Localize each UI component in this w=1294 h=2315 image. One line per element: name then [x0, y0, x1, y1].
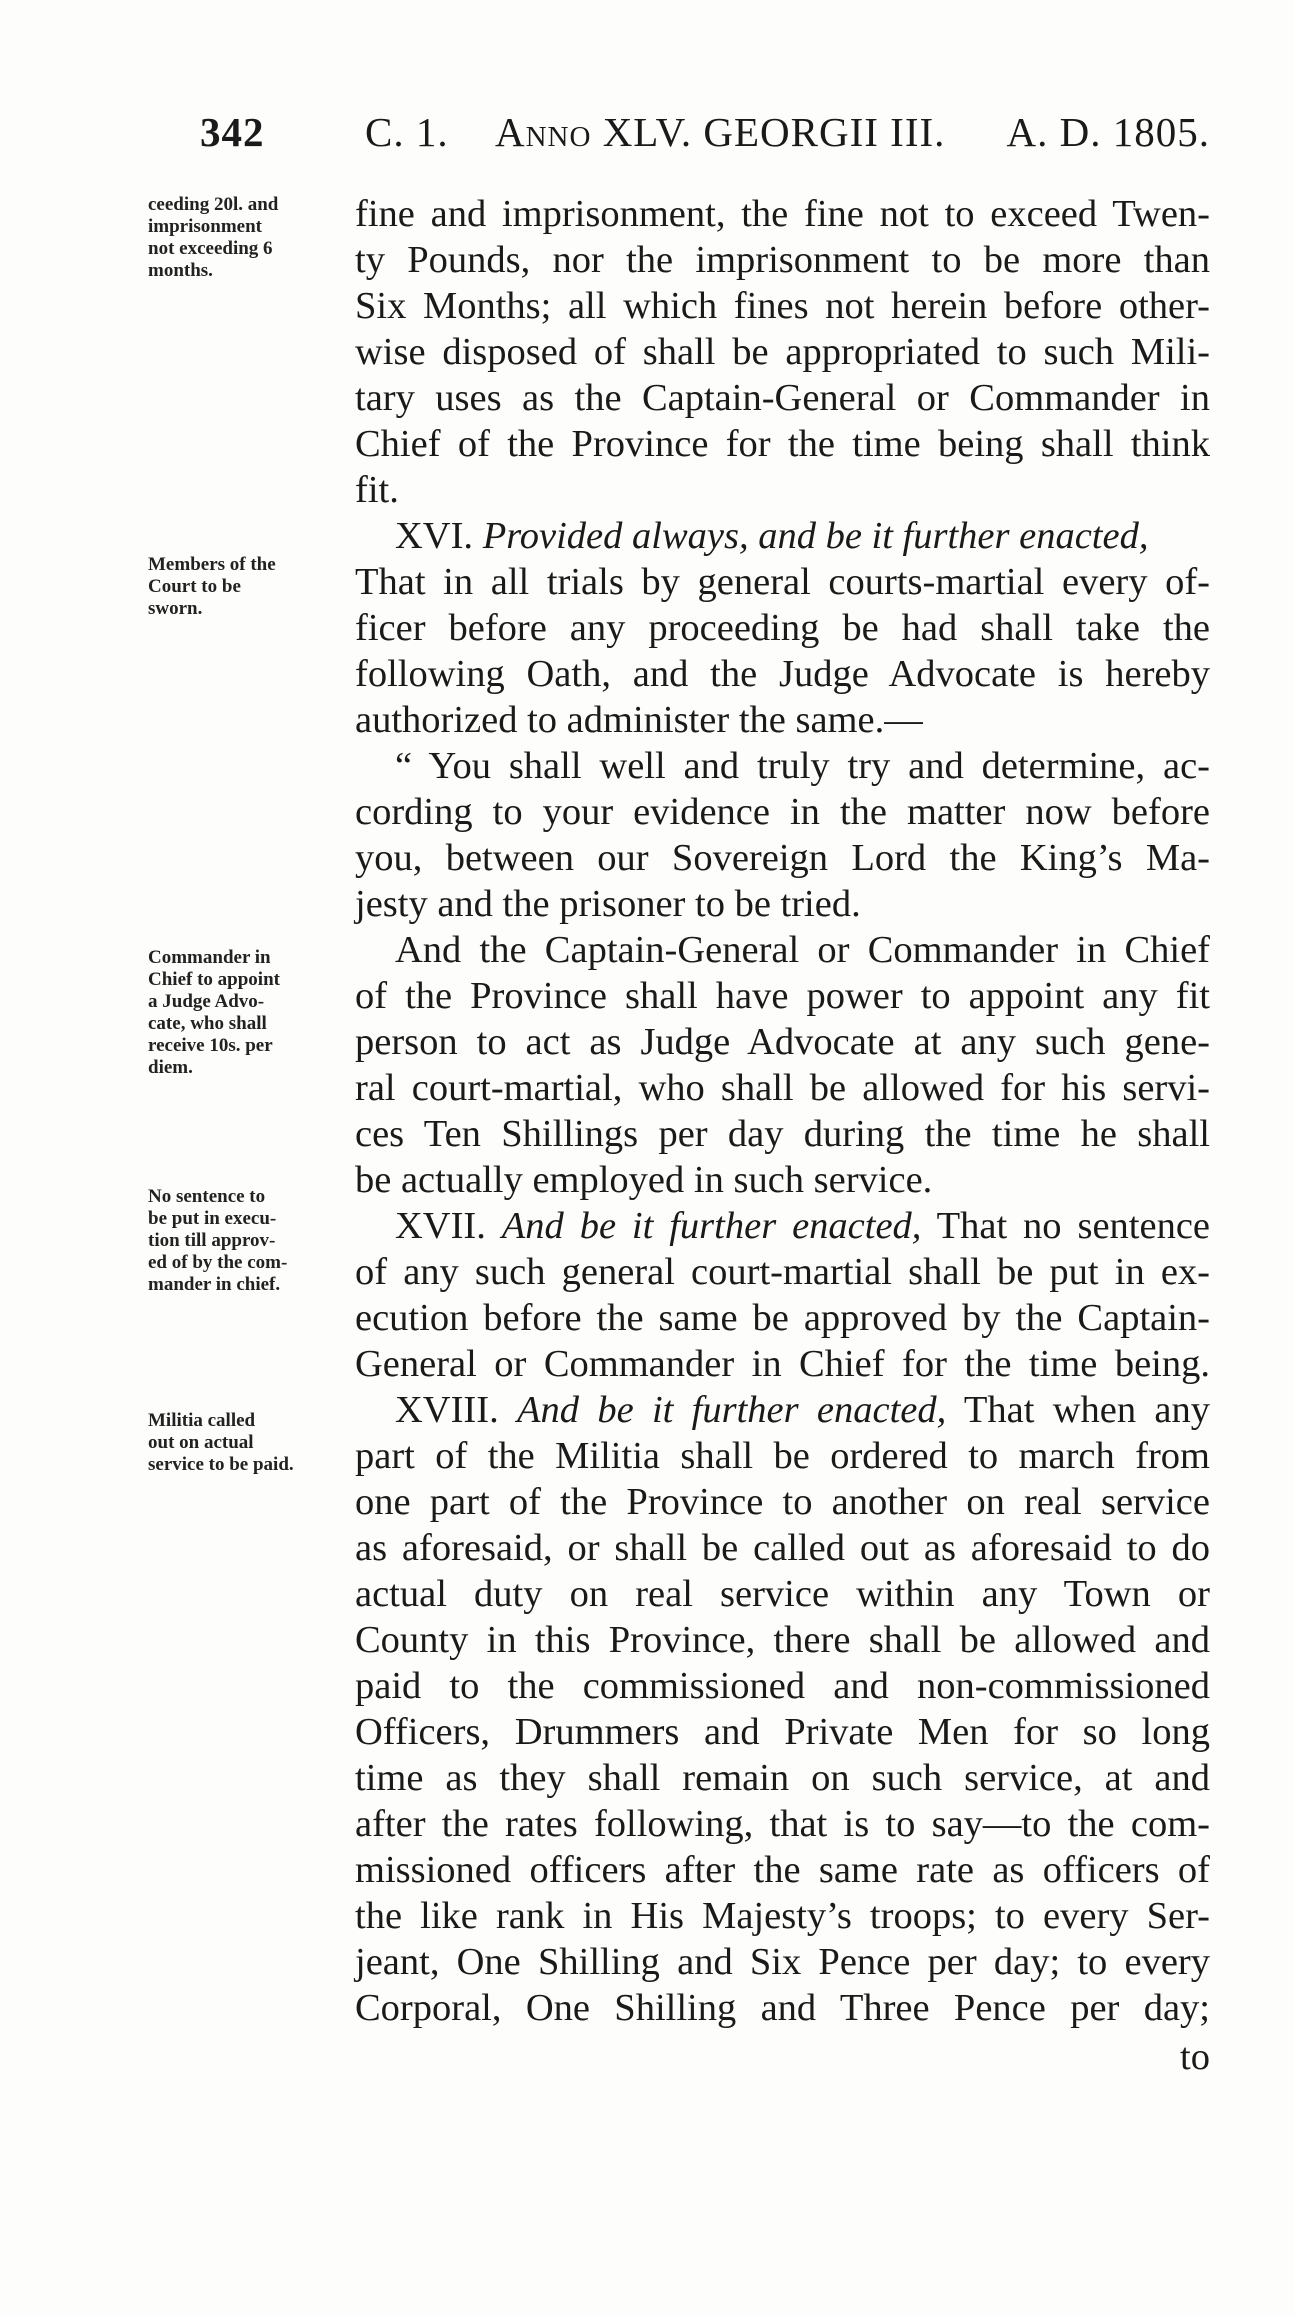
- section-text: That no sentence: [936, 1205, 1210, 1247]
- margin-note-members-sworn: Members of the Court to be sworn.: [148, 554, 276, 619]
- section-heading-xvi: [395, 513, 1210, 559]
- text-line: County in this Province, there shall be allowed and: [355, 1619, 1210, 1661]
- calendar-year: A. D. 1805.: [1006, 109, 1210, 155]
- text-line: of the Province shall have power to appoint any fit: [355, 975, 1210, 1017]
- text-line: actual duty on real service within any Town or: [355, 1573, 1210, 1615]
- text-line: person to act as Judge Advocate at any such gene-: [355, 1021, 1210, 1063]
- section-number: XVIII.: [395, 1389, 499, 1431]
- text-line: ral court-martial, who shall be allowed for his servi-: [355, 1067, 1210, 1109]
- text-line: And the Captain-General or Commander in Chief: [395, 929, 1210, 971]
- text-line: authorized to administer the same.—: [355, 699, 923, 741]
- text-line: missioned officers after the same rate as officers of: [355, 1849, 1210, 1891]
- margin-note-sentence: No sentence to be put in execu- tion till approv- ed of by the com- mander in chief.: [148, 1186, 288, 1295]
- text-line: jeant, One Shilling and Six Pence per day; to every: [355, 1941, 1210, 1983]
- text-line: after the rates following, that is to say—to the com-: [355, 1803, 1210, 1845]
- text-line: That in all trials by general courts-martial every of-: [355, 561, 1210, 603]
- enacting-clause: Provided always, and be it further enacted,: [482, 515, 1149, 557]
- regnal-year: Anno XLV. GEORGII III.: [495, 109, 946, 155]
- text-line: of any such general court-martial shall be put in ex-: [355, 1251, 1210, 1293]
- text-line: Six Months; all which fines not herein before other-: [355, 285, 1210, 327]
- enacting-clause: And be it further enacted,: [501, 1205, 922, 1247]
- oath-line: cording to your evidence in the matter now before: [355, 791, 1210, 833]
- section-number: XVI.: [395, 515, 474, 557]
- text-line: General or Commander in Chief for the time being.: [355, 1343, 1210, 1385]
- section-heading-xvii: [395, 1203, 1210, 1249]
- text-line: fine and imprisonment, the fine not to exceed Twen-: [355, 193, 1210, 235]
- text-line: ficer before any proceeding be had shall take the: [355, 607, 1210, 649]
- text-line: Corporal, One Shilling and Three Pence per day;: [355, 1987, 1210, 2029]
- enacting-clause: And be it further enacted,: [517, 1389, 947, 1431]
- running-header: [200, 108, 1210, 168]
- text-line: ty Pounds, nor the imprisonment to be more than: [355, 239, 1210, 281]
- margin-note-militia-paid: Militia called out on actual service to be paid.: [148, 1410, 294, 1475]
- text-line: ecution before the same be approved by the Captain-: [355, 1297, 1210, 1339]
- section-text: That when any: [963, 1389, 1210, 1431]
- text-line: Chief of the Province for the time being shall think: [355, 423, 1210, 465]
- page-number: 342: [200, 109, 265, 155]
- text-line: Officers, Drummers and Private Men for so long: [355, 1711, 1210, 1753]
- margin-note-fine: ceeding 20l. and imprisonment not exceeding 6 months.: [148, 194, 279, 281]
- text-line: time as they shall remain on such service, at and: [355, 1757, 1210, 1799]
- text-line: fit.: [355, 469, 399, 511]
- text-line: as aforesaid, or shall be called out as aforesaid to do: [355, 1527, 1210, 1569]
- text-line: one part of the Province to another on real service: [355, 1481, 1210, 1523]
- text-line: paid to the commissioned and non-commissioned: [355, 1665, 1210, 1707]
- text-line: ces Ten Shillings per day during the time he shall: [355, 1113, 1210, 1155]
- catchword: to: [1180, 2036, 1210, 2078]
- text-line: the like rank in His Majesty’s troops; to every Ser-: [355, 1895, 1210, 1937]
- section-heading-xviii: [395, 1387, 1210, 1433]
- text-line: be actually employed in such service.: [355, 1159, 933, 1201]
- chapter-label: C. 1.: [365, 109, 449, 155]
- oath-line: “ You shall well and truly try and determine, ac-: [395, 745, 1210, 787]
- section-number: XVII.: [395, 1205, 486, 1247]
- margin-note-judge-advocate: Commander in Chief to appoint a Judge Advo- cate, who shall receive 10s. per diem.: [148, 947, 280, 1078]
- text-line: following Oath, and the Judge Advocate is hereby: [355, 653, 1210, 695]
- text-line: tary uses as the Captain-General or Commander in: [355, 377, 1210, 419]
- text-line: wise disposed of shall be appropriated to such Mili-: [355, 331, 1210, 373]
- text-line: part of the Militia shall be ordered to march from: [355, 1435, 1210, 1477]
- oath-line: you, between our Sovereign Lord the King’s Ma-: [355, 837, 1210, 879]
- oath-line: jesty and the prisoner to be tried.: [355, 883, 861, 925]
